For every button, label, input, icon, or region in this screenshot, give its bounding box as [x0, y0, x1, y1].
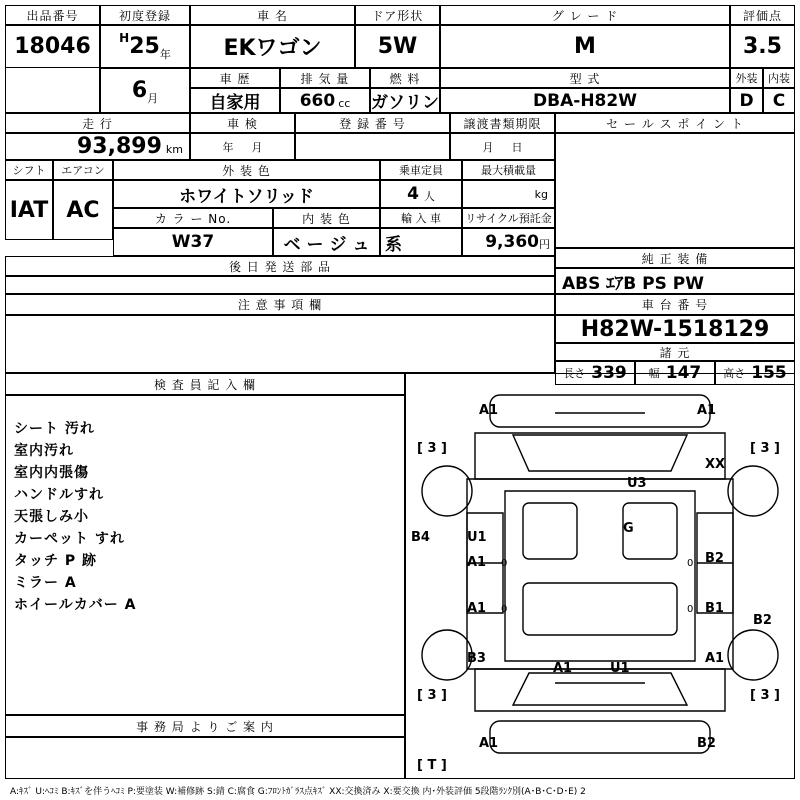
rating-label: 評価点 [730, 5, 795, 25]
aircon-value [53, 180, 113, 240]
inspector-note-item: ハンドルすれ [14, 487, 104, 503]
recycle-value [462, 228, 555, 256]
diagram-mark: 0 [501, 604, 508, 615]
office-notice-label: 事 務 局 よ り ご 案 内 [5, 715, 405, 737]
car-name-value [190, 25, 355, 68]
fuel-value [370, 88, 440, 113]
seats-text: 4 [407, 184, 419, 204]
diagram-mark: A1 [479, 736, 499, 751]
shaken-year-unit: 年 [222, 140, 234, 154]
interior-color-value [273, 228, 380, 256]
inspector-note-item: タッチ P 跡 [14, 553, 98, 569]
diagram-mark: B3 [467, 651, 486, 666]
interior-color-suffix-cell [380, 228, 462, 256]
exterior-grade-text: D [739, 90, 754, 111]
interior-grade-text: C [772, 90, 786, 111]
fuel-text: ガソリン [371, 93, 439, 113]
recycle-label: リサイクル預託金 [462, 208, 555, 228]
lot-number-value [5, 25, 100, 68]
displacement-unit: cc [338, 97, 351, 110]
diagram-mark: U3 [627, 476, 647, 491]
interior-color-text: ベ ー ジ ュ [283, 234, 370, 255]
transfer-deadline-value [450, 133, 555, 160]
exterior-color-text: ホワイトソリッド [179, 186, 314, 207]
shaken-value [190, 133, 295, 160]
height-label: 高さ [723, 367, 746, 380]
auction-sheet [5, 5, 795, 795]
mileage-value [5, 133, 190, 160]
shift-label: シフト [5, 160, 53, 180]
chassis-value [555, 315, 795, 343]
diagram-mark: [ 3 ] [750, 441, 780, 456]
interior-color-label: 内 装 色 [273, 208, 380, 228]
caution-box [5, 315, 555, 373]
inspector-label: 検 査 員 記 入 欄 [5, 373, 405, 395]
diagram-mark: A1 [705, 651, 725, 666]
inspector-note-item: 室内内張傷 [14, 465, 89, 481]
diagram-mark: [ 3 ] [417, 688, 447, 703]
mileage-unit: km [165, 143, 183, 156]
exterior-grade-label: 外装 [730, 68, 763, 88]
door-shape-text: 5W [377, 34, 418, 59]
first-reg-value [100, 25, 190, 68]
shift-value [5, 180, 53, 240]
seats-label: 乗車定員 [380, 160, 462, 180]
shaken-label: 車 検 [190, 113, 295, 133]
diagram-mark: A1 [467, 555, 487, 570]
grade-label: グ レ ー ド [440, 5, 730, 25]
first-reg-era-text: H [119, 31, 130, 45]
history-text: 自家用 [209, 93, 261, 113]
first-reg-year-text: 25 [129, 34, 160, 59]
color-no-label: カ ラ ー No. [113, 208, 273, 228]
transfer-month-unit: 月 [482, 140, 494, 154]
inspector-note-item: ホイールカバー A [14, 597, 137, 613]
reg-number-label: 登 録 番 号 [295, 113, 450, 133]
inspector-note-item: カーペット すれ [14, 531, 125, 547]
seats-unit: 人 [423, 190, 435, 203]
max-load-label: 最大積載量 [462, 160, 555, 180]
length-label: 長さ [563, 367, 586, 380]
color-no-value [113, 228, 273, 256]
diagram-mark: B1 [705, 601, 724, 616]
aircon-text: AC [66, 197, 100, 223]
inspector-notes-box [5, 395, 405, 715]
mileage-text: 93,899 [77, 134, 162, 159]
reg-month-text: 6 [131, 78, 148, 103]
displacement-label: 排 気 量 [280, 68, 370, 88]
reg-month-unit: 月 [147, 92, 159, 105]
width-text: 147 [665, 363, 702, 383]
diagram-mark: B2 [705, 551, 724, 566]
fuel-label: 燃 料 [370, 68, 440, 88]
model-code-value [440, 88, 730, 113]
chassis-label: 車 台 番 号 [555, 294, 795, 315]
diagram-mark: [ 3 ] [417, 441, 447, 456]
diagram-mark: U1 [467, 530, 487, 545]
inspector-note-item: 天張しみ小 [14, 509, 89, 525]
caution-label: 注 意 事 項 欄 [5, 294, 555, 315]
genuine-equip-value [555, 268, 795, 294]
diagram-mark: B2 [697, 736, 716, 751]
inspector-note-item: シート 汚れ [14, 421, 95, 437]
office-notice-box [5, 737, 405, 779]
lot-number-text: 18046 [14, 34, 91, 59]
seats-value [380, 180, 462, 208]
grade-value [440, 25, 730, 68]
aircon-label: エアコン [53, 160, 113, 180]
sales-point-label: セ ー ル ス ポ イ ン ト [555, 113, 795, 133]
diagram-mark: 0 [501, 558, 508, 569]
diagram-mark: U1 [610, 661, 630, 676]
transfer-deadline-label: 譲渡書類期限 [450, 113, 555, 133]
diagram-mark: [ T ] [417, 758, 447, 773]
interior-color-suffix: 系 [385, 234, 402, 255]
diagram-mark: G [623, 521, 634, 536]
inspector-note-item: 室内汚れ [14, 443, 74, 459]
diagram-mark: 0 [687, 558, 694, 569]
genuine-equip-label: 純 正 装 備 [555, 248, 795, 268]
car-diagram [405, 373, 795, 779]
history-label: 車 歴 [190, 68, 280, 88]
first-reg-year-unit: 年 [159, 48, 171, 61]
diagram-mark: B2 [753, 613, 772, 628]
max-load-value [462, 180, 555, 208]
diagram-mark: A1 [479, 403, 499, 418]
reg-month-value [100, 68, 190, 113]
diagram-mark: B4 [411, 530, 430, 545]
rating-text: 3.5 [743, 34, 782, 59]
genuine-equip-text: ABS ｴｱB PS PW [562, 273, 704, 294]
dimensions-label: 諸 元 [555, 343, 795, 361]
transfer-day-unit: 日 [511, 140, 523, 154]
history-value [190, 88, 280, 113]
recycle-text: 9,360 [485, 232, 539, 252]
diagram-mark: A1 [553, 661, 573, 676]
later-ship-box [5, 276, 555, 294]
inspector-notes-list [14, 418, 136, 616]
import-label: 輸 入 車 [380, 208, 462, 228]
car-name-label: 車 名 [190, 5, 355, 25]
model-code-label: 型 式 [440, 68, 730, 88]
rating-value [730, 25, 795, 68]
exterior-grade-value [730, 88, 763, 113]
height-text: 155 [751, 363, 787, 383]
inspector-note-item: ミラー A [14, 575, 77, 591]
grade-text: M [574, 34, 596, 59]
exterior-color-label: 外 装 色 [113, 160, 380, 180]
diagram-mark: A1 [467, 601, 487, 616]
reg-number-value [295, 133, 450, 160]
width-label: 幅 [648, 367, 660, 380]
max-load-unit: kg [534, 187, 548, 201]
legend-text: A:ｷｽﾞ U:ﾍｺﾐ B:ｷｽﾞを伴うﾍｺﾐ P:要塗装 W:補修跡 S:錆 C:腐食 G:ﾌﾛﾝﾄｶﾞﾗｽ点ｷｽﾞ XX:交換済み X:要交換 内･外装評価 5段階ﾗﾝｸ別(A･B･C･D･E) 2 [10, 787, 586, 797]
car-name-text: EKワゴン [223, 36, 322, 61]
mileage-label: 走 行 [5, 113, 190, 133]
lot-number-label: 出品番号 [5, 5, 100, 25]
exterior-color-value [113, 180, 380, 208]
color-no-text: W37 [171, 232, 215, 252]
diagram-mark: XX [705, 457, 726, 472]
door-shape-label: ドア形状 [355, 5, 440, 25]
lot-number-spacer [5, 68, 100, 113]
shift-text: IAT [9, 197, 49, 223]
model-code-text: DBA-H82W [533, 90, 637, 111]
first-reg-label: 初度登録 [100, 5, 190, 25]
displacement-value [280, 88, 370, 113]
door-shape-value [355, 25, 440, 68]
diagram-mark: [ 3 ] [750, 688, 780, 703]
interior-grade-label: 内装 [763, 68, 795, 88]
shaken-month-unit: 月 [251, 140, 263, 154]
later-ship-label: 後 日 発 送 部 品 [5, 256, 555, 276]
diagram-mark: 0 [687, 604, 694, 615]
length-text: 339 [591, 363, 627, 383]
displacement-text: 660 [299, 90, 336, 111]
recycle-unit: 円 [539, 238, 550, 251]
sales-point-box [555, 133, 795, 248]
chassis-text: H82W-1518129 [580, 316, 770, 342]
interior-grade-value [763, 88, 795, 113]
car-diagram-svg [405, 373, 795, 779]
diagram-mark: A1 [697, 403, 717, 418]
